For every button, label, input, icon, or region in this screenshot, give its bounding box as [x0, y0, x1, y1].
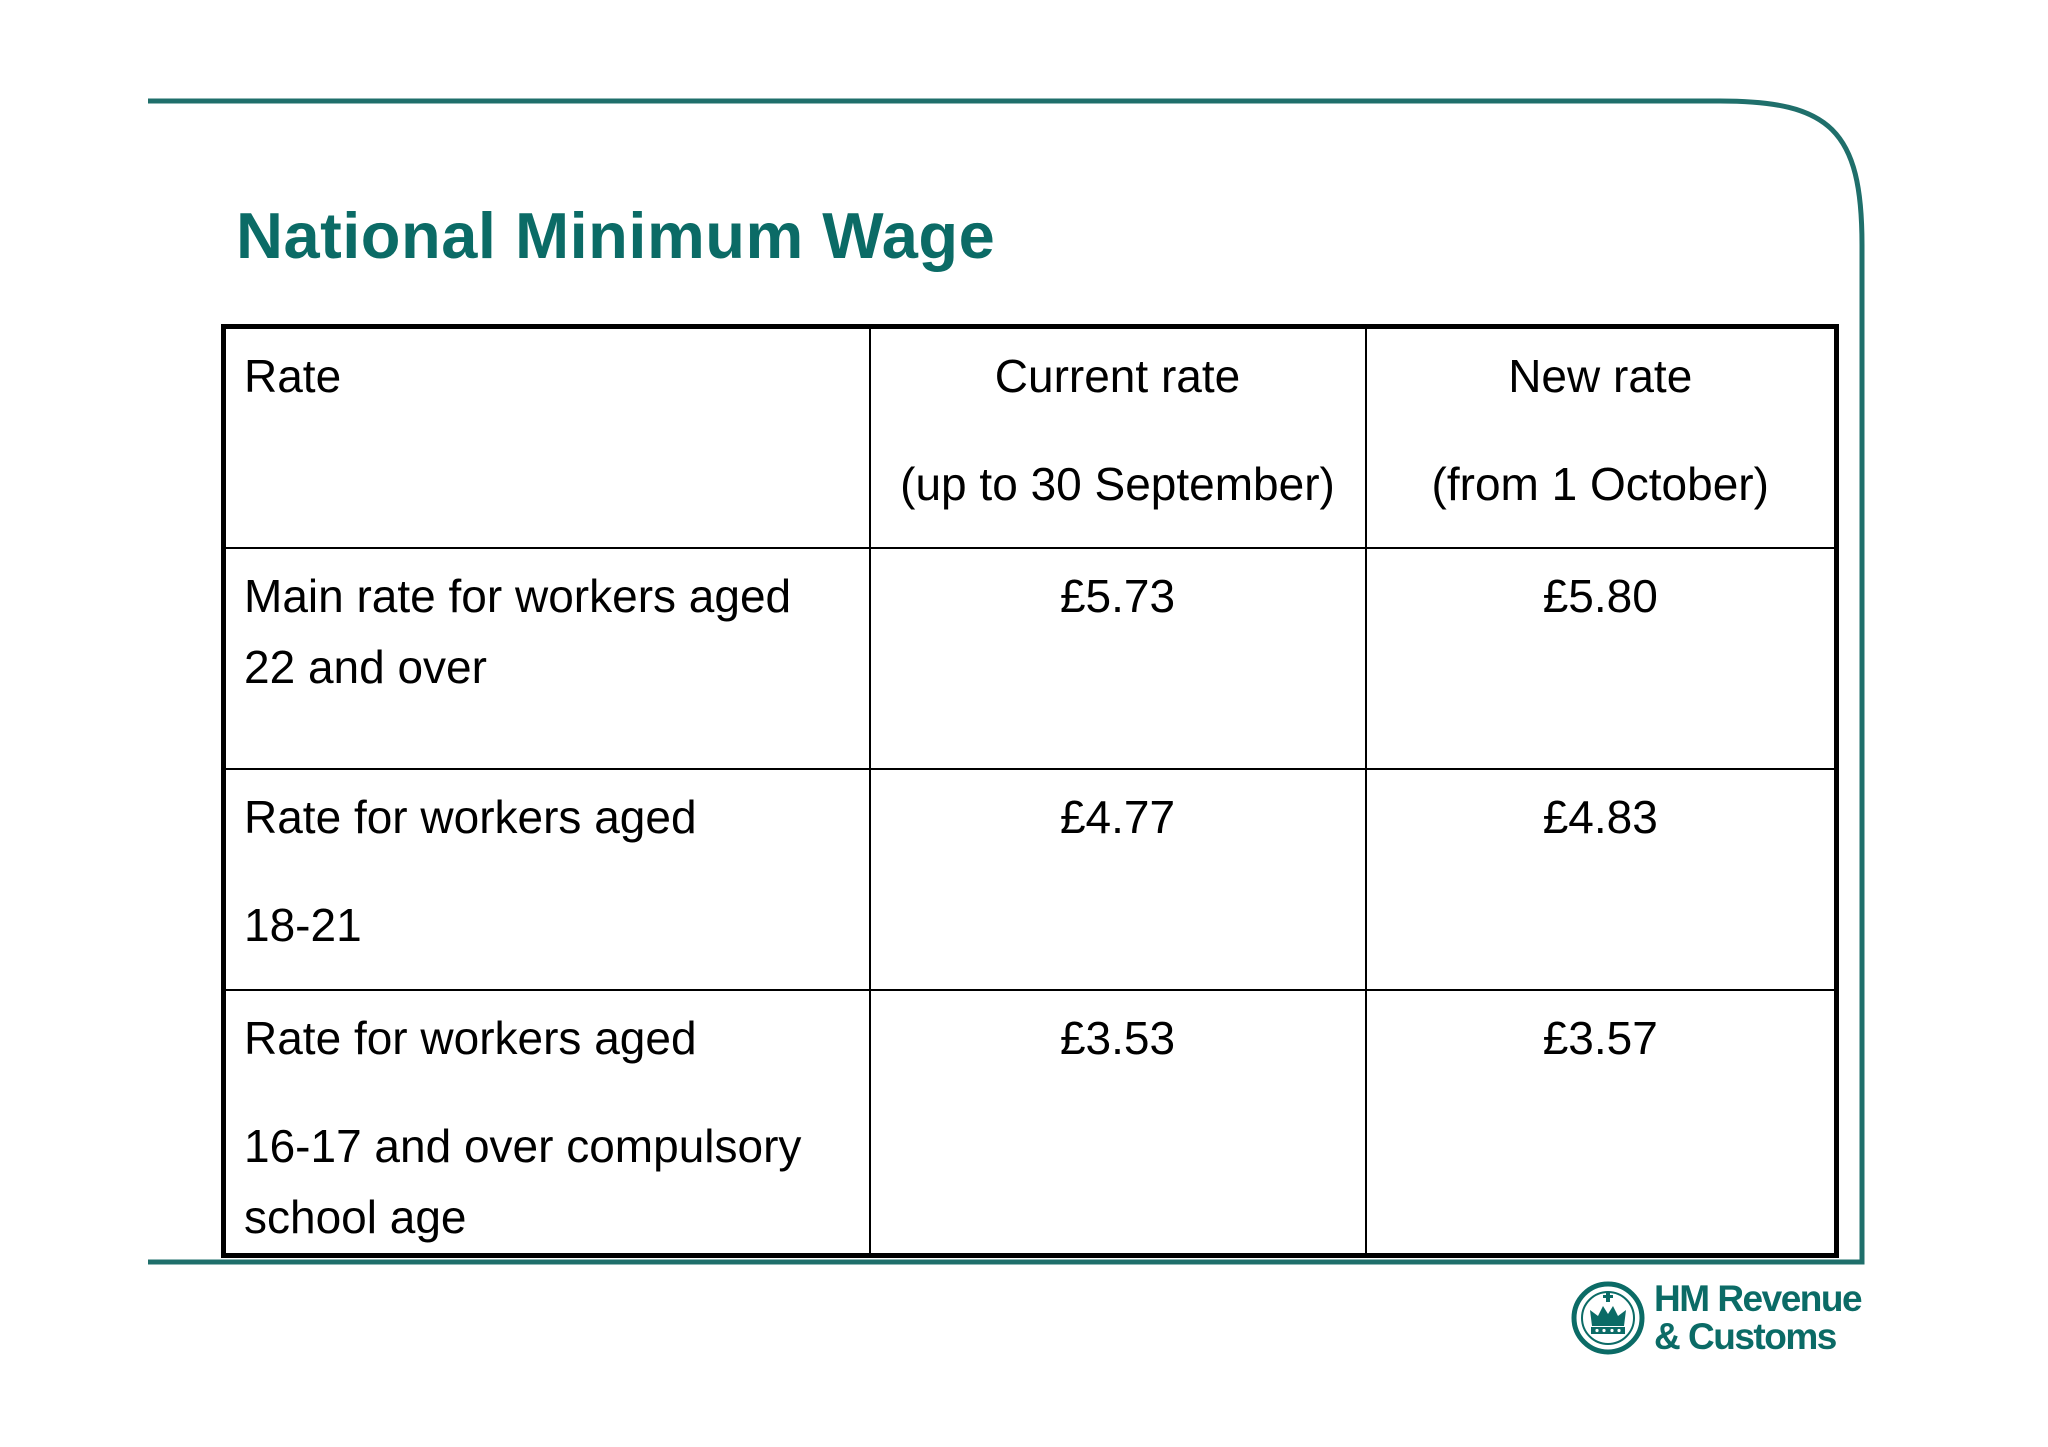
crown-icon: [1570, 1280, 1646, 1356]
header-new-line1: New rate: [1508, 350, 1693, 402]
row-new-rate: £3.57: [1366, 990, 1837, 1256]
minimum-wage-table: [221, 324, 1839, 1258]
table-header-row: [224, 327, 1837, 548]
row-label-line1: Rate for workers aged: [244, 1011, 697, 1064]
row-new-rate: £4.83: [1366, 769, 1837, 990]
table-row: [224, 990, 1837, 1256]
row-label: [224, 769, 870, 990]
row-label-line2: 16-17 and over compulsory: [244, 1119, 802, 1172]
logo-text: [1654, 1280, 1861, 1356]
table-row: [224, 769, 1837, 990]
header-new-line2: (from 1 October): [1431, 458, 1769, 510]
row-label-line1: Rate for workers aged: [244, 790, 697, 843]
row-label-line3: school age: [244, 1190, 467, 1243]
table-row: [224, 548, 1837, 769]
row-label: [224, 548, 870, 769]
row-current-rate: £5.73: [870, 548, 1366, 769]
header-current-line1: Current rate: [994, 350, 1241, 402]
row-label-line1: Main rate for workers aged: [244, 569, 792, 622]
header-new-rate: [1366, 327, 1837, 548]
row-label-line2: 18-21: [244, 898, 362, 951]
row-new-rate: £5.80: [1366, 548, 1837, 769]
logo-line2: & Customs: [1654, 1316, 1836, 1357]
row-current-rate: £4.77: [870, 769, 1366, 990]
header-rate: [224, 327, 870, 548]
hmrc-logo: [1570, 1280, 1900, 1360]
row-label: [224, 990, 870, 1256]
header-rate-label: Rate: [244, 350, 342, 402]
header-current-line2: (up to 30 September): [900, 458, 1335, 510]
page-title: National Minimum Wage: [236, 199, 996, 272]
row-current-rate: £3.53: [870, 990, 1366, 1256]
logo-line1: HM Revenue: [1654, 1278, 1862, 1319]
row-label-line2: 22 and over: [244, 640, 487, 693]
header-current-rate: [870, 327, 1366, 548]
